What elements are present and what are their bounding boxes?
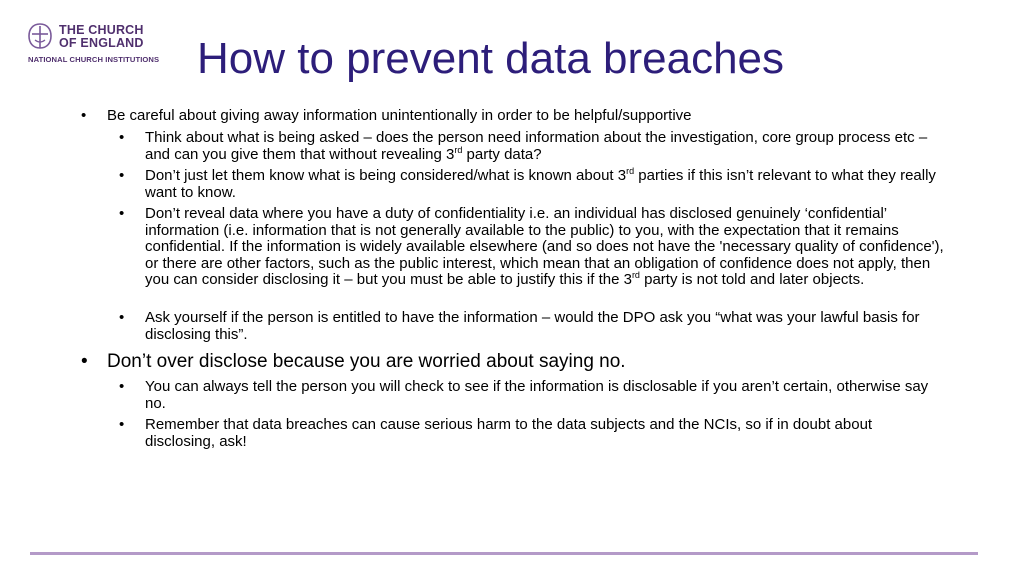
bullet-over-disclose: • Don’t over disclose because you are worried about saying no.: [107, 351, 987, 373]
cross-emblem-icon: [28, 23, 52, 49]
sub-bullet-entitlement: • Ask yourself if the person is entitled to have the information – would the DPO ask you “what was your lawful basis for disclosing this”.: [145, 310, 945, 343]
sub-bullet-check-disclosable: • You can always tell the person you will check to see if the information is disclosable if you aren’t certain, otherwise say no.: [145, 379, 945, 412]
logo-text-line1: THE CHURCH: [59, 23, 144, 37]
bullet-be-careful: • Be careful about giving away information unintentionally in order to be helpful/supportive: [107, 108, 987, 125]
logo-text-line2: OF ENGLAND: [59, 36, 144, 50]
slide-title: How to prevent data breaches: [197, 34, 785, 83]
church-of-england-logo: [28, 23, 178, 67]
sub-bullet-what-is-asked: • Think about what is being asked – does the person need information about the investigation, core group process etc – and can you give them that without revealing 3rd party data?: [145, 130, 945, 163]
logo-subtitle: NATIONAL CHURCH INSTITUTIONS: [28, 55, 160, 64]
sub-bullet-confidentiality: • Don’t reveal data where you have a duty of confidentiality i.e. an individual has disclosed genuinely ‘confidential’ information (i.e. information that is not generally available to the public) to you, with the expectation that it remains confidential. If the information is widely available elsewhere (and so does not have the 'necessary quality of confidence'), or there are other factors, such as the public interest, which mean that an obligation of confidence does not apply, then you can consider disclosing it – but you must be able to justify this if the 3rd party is not told and later objects.: [145, 206, 945, 289]
sub-bullet-third-parties: • Don’t just let them know what is being considered/what is known about 3rd parties if this isn’t relevant to what they really want to know.: [145, 168, 945, 201]
footer-divider: [30, 552, 978, 555]
sub-bullet-serious-harm: • Remember that data breaches can cause serious harm to the data subjects and the NCIs, so if in doubt about disclosing, ask!: [145, 417, 945, 450]
